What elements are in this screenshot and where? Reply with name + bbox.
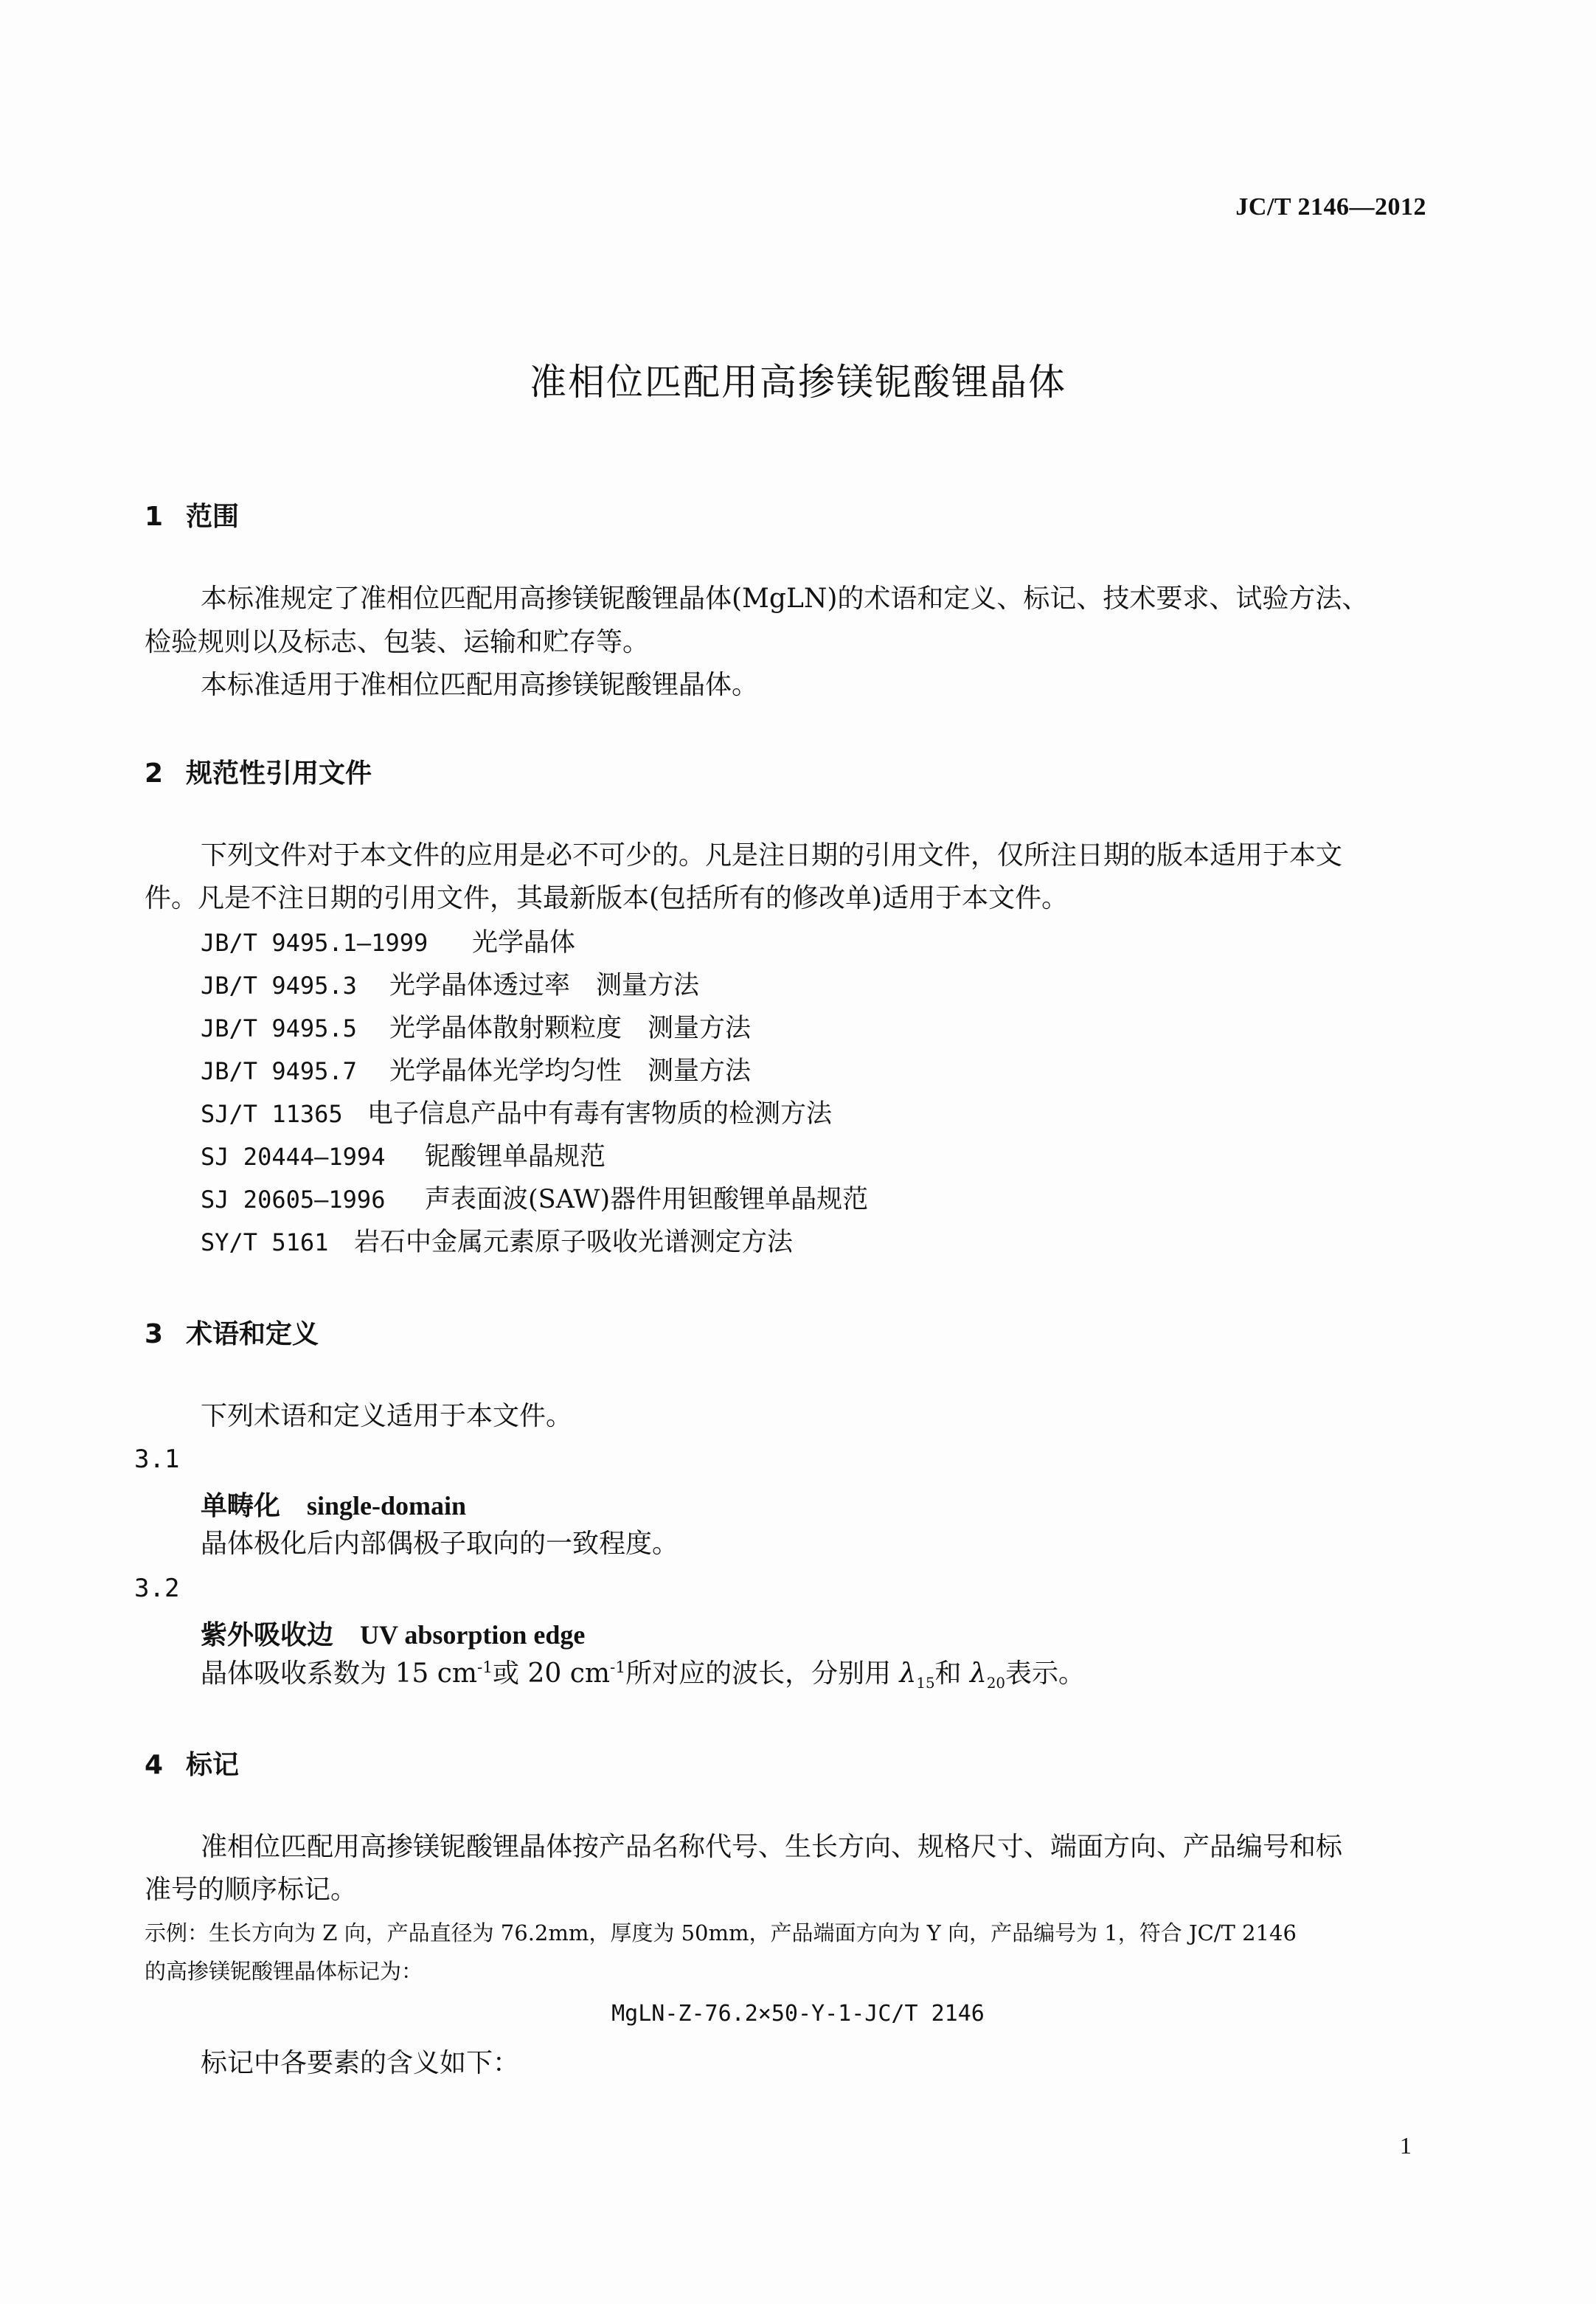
reference-title: 光学晶体透过率 测量方法 [389, 971, 700, 1000]
reference-title: 光学晶体 [472, 928, 576, 958]
reference-code: JB/T 9495.1—1999 [201, 929, 429, 957]
section-1-paragraph-1-line-1: 本标准规定了准相位匹配用高掺镁铌酸锂晶体(MgLN)的术语和定义、标记、技术要求、试验方法、 [201, 584, 1369, 614]
definition-text: 表示。 [1005, 1658, 1086, 1689]
reference-item [201, 965, 699, 1002]
superscript: -1 [477, 1658, 493, 1677]
term-heading [201, 1485, 466, 1523]
reference-title: 光学晶体光学均匀性 测量方法 [389, 1056, 752, 1086]
reference-title: 电子信息产品中有毒有害物质的检测方法 [367, 1099, 833, 1129]
section-3-heading [145, 1313, 319, 1351]
section-2-heading [145, 753, 372, 790]
clause-number: 3.2 [134, 1574, 180, 1603]
section-number: 3 [145, 1319, 164, 1349]
section-2-paragraph-line-1: 下列文件对于本文件的应用是必不可少的。凡是注日期的引用文件，仅所注日期的版本适用于本文 [201, 840, 1343, 871]
subscript: 20 [986, 1675, 1005, 1692]
lambda-symbol: λ [970, 1658, 987, 1689]
section-number: 4 [145, 1750, 164, 1780]
reference-code: SJ/T 11365 [201, 1100, 343, 1128]
reference-item [201, 1051, 751, 1087]
reference-code: JB/T 9495.7 [201, 1057, 357, 1085]
section-1-paragraph-1-line-2: 检验规则以及标志、包装、运输和贮存等。 [145, 627, 650, 657]
term-chinese: 紫外吸收边 [201, 1619, 334, 1650]
example-line-1: 示例：生长方向为 Z 向，产品直径为 76.2mm，厚度为 50mm，产品端面方向为 Y 向，产品编号为 1，符合 JC/T 2146 [145, 1920, 1297, 1945]
section-title: 规范性引用文件 [186, 758, 372, 789]
section-3-intro: 下列术语和定义适用于本文件。 [201, 1401, 573, 1431]
term-definition [201, 1653, 1085, 1695]
definition-text: 晶体吸收系数为 15 cm [201, 1658, 477, 1689]
reference-code: SJ 20444—1994 [201, 1143, 386, 1171]
standard-code: JC/T 2146—2012 [1235, 193, 1426, 221]
reference-title: 岩石中金属元素原子吸收光谱测定方法 [354, 1228, 794, 1257]
example-line-2: 的高掺镁铌酸锂晶体标记为： [145, 1959, 423, 1984]
reference-code: JB/T 9495.5 [201, 1014, 357, 1042]
reference-code: SY/T 5161 [201, 1228, 329, 1256]
section-4-paragraph-line-1: 准相位匹配用高掺镁铌酸锂晶体按产品名称代号、生长方向、规格尺寸、端面方向、产品编号和标 [201, 1832, 1343, 1862]
section-title: 标记 [186, 1750, 240, 1780]
section-4-paragraph-2: 标记中各要素的含义如下： [201, 2048, 520, 2078]
page-number: 1 [1400, 2132, 1412, 2159]
reference-code: SJ 20605—1996 [201, 1186, 386, 1214]
document-title: 准相位匹配用高掺镁铌酸锂晶体 [530, 361, 1066, 404]
marking-example: MgLN-Z-76.2×50-Y-1-JC/T 2146 [611, 2001, 985, 2027]
term-chinese: 单畴化 [201, 1490, 281, 1521]
reference-item [201, 1008, 751, 1045]
clause-number: 3.1 [134, 1445, 180, 1474]
reference-title: 声表面波(SAW)器件用钽酸锂单晶规范 [425, 1185, 869, 1214]
reference-item [201, 922, 575, 959]
section-4-heading [145, 1744, 239, 1782]
reference-item [201, 1136, 606, 1173]
superscript: -1 [610, 1658, 626, 1677]
term-heading [201, 1614, 585, 1652]
subscript: 15 [916, 1675, 935, 1692]
section-number: 1 [145, 502, 164, 532]
section-title: 范围 [186, 502, 240, 532]
section-4-paragraph-line-2: 准号的顺序标记。 [145, 1875, 358, 1905]
reference-title: 铌酸锂单晶规范 [425, 1142, 606, 1172]
reference-code: JB/T 9495.3 [201, 972, 357, 1000]
reference-item [201, 1093, 832, 1130]
definition-text: 所对应的波长，分别用 [625, 1658, 900, 1689]
term-english: single-domain [307, 1491, 467, 1521]
term-english: UV absorption edge [360, 1620, 586, 1650]
section-1-heading [145, 496, 239, 533]
reference-title: 光学晶体散射颗粒度 测量方法 [389, 1014, 752, 1043]
section-title: 术语和定义 [186, 1319, 319, 1349]
reference-item [201, 1179, 868, 1216]
definition-text: 或 20 cm [493, 1658, 611, 1689]
reference-item [201, 1222, 793, 1259]
definition-text: 和 [934, 1658, 970, 1689]
section-number: 2 [145, 758, 164, 789]
section-2-paragraph-line-2: 件。凡是不注日期的引用文件，其最新版本(包括所有的修改单)适用于本文件。 [145, 883, 1069, 913]
term-definition: 晶体极化后内部偶极子取向的一致程度。 [201, 1529, 679, 1559]
section-1-paragraph-2: 本标准适用于准相位匹配用高掺镁铌酸锂晶体。 [201, 670, 759, 700]
lambda-symbol: λ [899, 1658, 917, 1689]
